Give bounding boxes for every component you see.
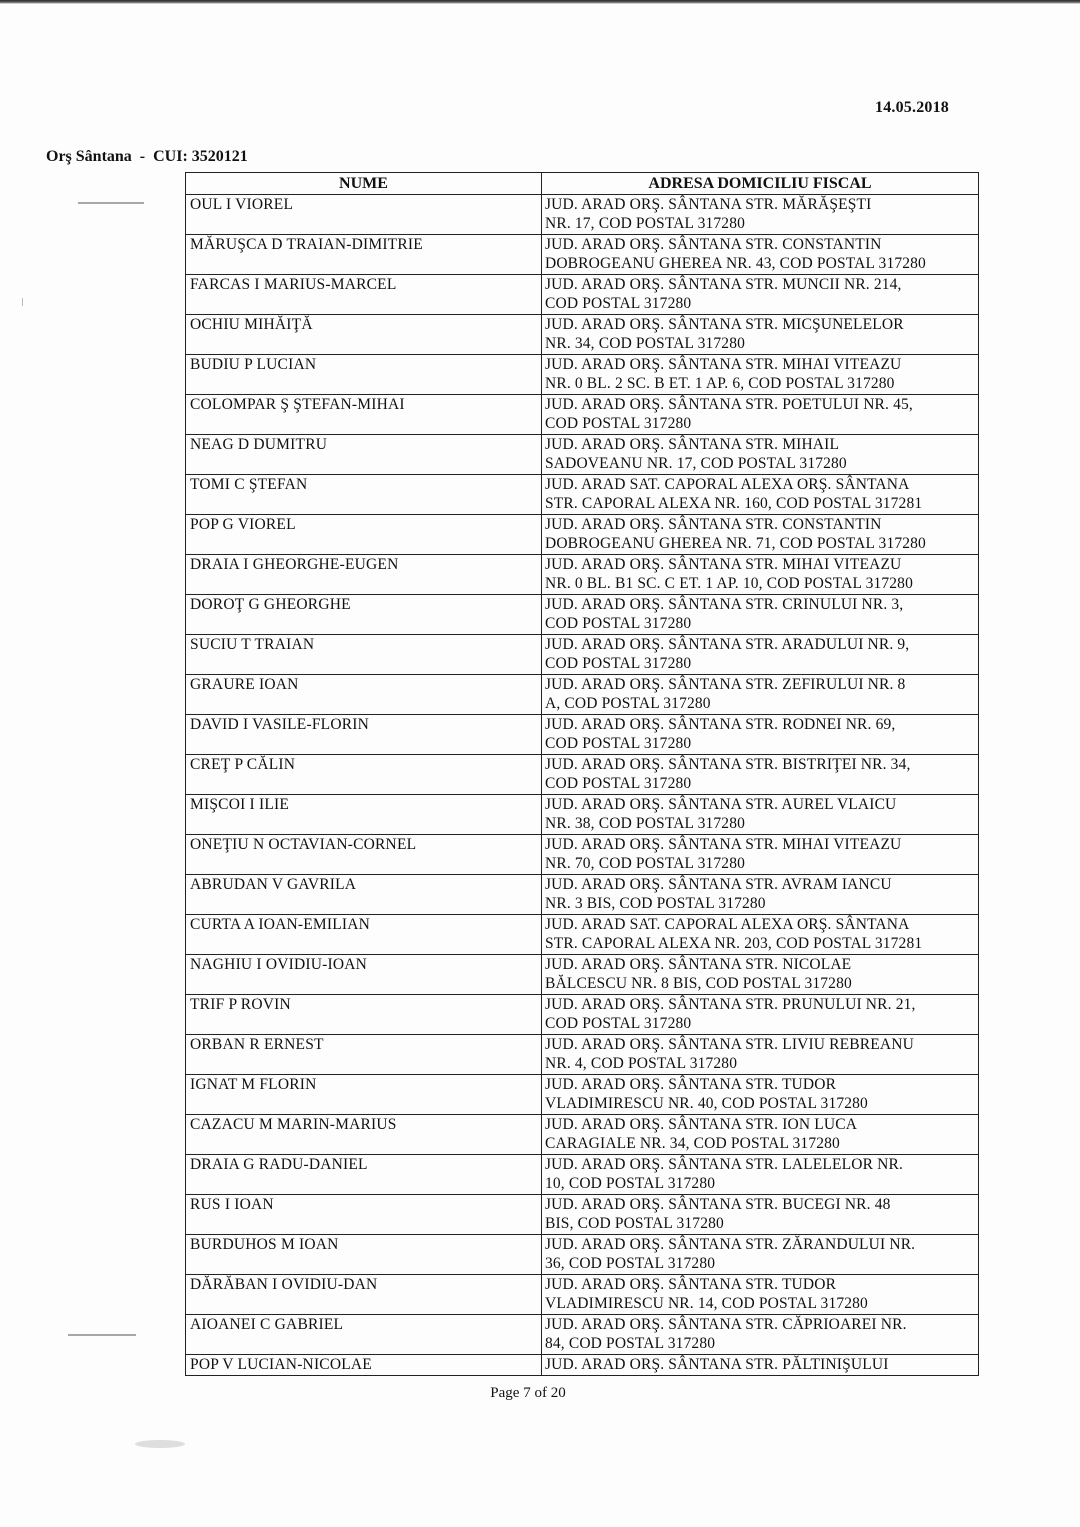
address-line-2: COD POSTAL 317280: [545, 294, 692, 312]
table-row: [186, 595, 979, 635]
table-row: [186, 1115, 979, 1155]
address-line-1: JUD. ARAD ORŞ. SÂNTANA STR. MIHAI VITEAZU: [545, 356, 902, 373]
fiscal-address: [542, 995, 979, 1035]
fiscal-address: [542, 955, 979, 995]
taxpayer-name: BUDIU P LUCIAN: [186, 355, 542, 395]
taxpayer-name: CAZACU M MARIN-MARIUS: [186, 1115, 542, 1155]
taxpayer-name: AIOANEI C GABRIEL: [186, 1315, 542, 1355]
fiscal-address: [542, 1235, 979, 1275]
address-line-2: SADOVEANU NR. 17, COD POSTAL 317280: [545, 454, 847, 472]
table-row: [186, 475, 979, 515]
address-line-1: JUD. ARAD ORŞ. SÂNTANA STR. MICŞUNELELOR: [545, 316, 904, 333]
address-line-1: JUD. ARAD ORŞ. SÂNTANA STR. LIVIU REBREANU: [545, 1036, 914, 1053]
table-row: [186, 675, 979, 715]
table-header-row: [186, 173, 979, 195]
address-line-1: JUD. ARAD ORŞ. SÂNTANA STR. POETULUI NR. 45,: [545, 396, 913, 413]
address-line-2: COD POSTAL 317280: [545, 654, 692, 672]
address-line-2: NR. 34, COD POSTAL 317280: [545, 334, 746, 352]
fiscal-address: [542, 1155, 979, 1195]
taxpayer-name: MIŞCOI I ILIE: [186, 795, 542, 835]
fiscal-address: [542, 315, 979, 355]
address-line-2: VLADIMIRESCU NR. 40, COD POSTAL 317280: [545, 1094, 868, 1112]
address-line-2: 36, COD POSTAL 317280: [545, 1254, 716, 1272]
fiscal-address: [542, 1195, 979, 1235]
address-line-1: JUD. ARAD ORŞ. SÂNTANA STR. CONSTANTIN: [545, 236, 882, 253]
table-row: [186, 1195, 979, 1235]
address-line-1: JUD. ARAD ORŞ. SÂNTANA STR. TUDOR: [545, 1276, 837, 1293]
scan-mark: [68, 1334, 136, 1336]
taxpayer-name: COLOMPAR Ş ŞTEFAN-MIHAI: [186, 395, 542, 435]
address-line-2: NR. 17, COD POSTAL 317280: [545, 214, 746, 232]
address-line-2: COD POSTAL 317280: [545, 1014, 692, 1032]
taxpayer-name: NAGHIU I OVIDIU-IOAN: [186, 955, 542, 995]
table-row: [186, 1035, 979, 1075]
fiscal-address: [542, 555, 979, 595]
table-row: [186, 1155, 979, 1195]
table-row: [186, 555, 979, 595]
page-heading: Orş Sântana - CUI: 3520121: [46, 148, 248, 165]
table-row: [186, 1355, 979, 1376]
fiscal-address: [542, 875, 979, 915]
taxpayer-name: FARCAS I MARIUS-MARCEL: [186, 275, 542, 315]
address-line-2: COD POSTAL 317280: [545, 774, 692, 792]
table-row: [186, 835, 979, 875]
fiscal-address: [542, 275, 979, 315]
fiscal-address: [542, 235, 979, 275]
document-date: 14.05.2018: [875, 99, 949, 116]
fiscal-address: [542, 1315, 979, 1355]
taxpayer-name: CREŢ P CĂLIN: [186, 755, 542, 795]
table-row: [186, 635, 979, 675]
address-line-1: JUD. ARAD ORŞ. SÂNTANA STR. ZĂRANDULUI NR.: [545, 1236, 916, 1253]
scan-edge: [0, 0, 1080, 4]
taxpayer-name: BURDUHOS M IOAN: [186, 1235, 542, 1275]
address-line-1: JUD. ARAD ORŞ. SÂNTANA STR. MĂRĂŞEŞTI: [545, 196, 872, 213]
taxpayer-name: ORBAN R ERNEST: [186, 1035, 542, 1075]
table-row: [186, 195, 979, 235]
scan-mark: [22, 298, 23, 306]
table-row: [186, 875, 979, 915]
fiscal-address: [542, 1075, 979, 1115]
address-line-2: 10, COD POSTAL 317280: [545, 1174, 716, 1192]
taxpayer-name: POP G VIOREL: [186, 515, 542, 555]
taxpayer-name: OCHIU MIHĂIŢĂ: [186, 315, 542, 355]
address-line-1: JUD. ARAD ORŞ. SÂNTANA STR. MIHAIL: [545, 436, 840, 453]
fiscal-address: [542, 595, 979, 635]
taxpayer-name: MĂRUŞCA D TRAIAN-DIMITRIE: [186, 235, 542, 275]
address-line-1: JUD. ARAD ORŞ. SÂNTANA STR. BISTRIŢEI NR. 34,: [545, 756, 911, 773]
taxpayer-name: ABRUDAN V GAVRILA: [186, 875, 542, 915]
taxpayer-name: DRAIA I GHEORGHE-EUGEN: [186, 555, 542, 595]
fiscal-address: [542, 515, 979, 555]
taxpayer-name: OUL I VIOREL: [186, 195, 542, 235]
address-line-2: BĂLCESCU NR. 8 BIS, COD POSTAL 317280: [545, 974, 852, 992]
taxpayer-name: TOMI C ŞTEFAN: [186, 475, 542, 515]
taxpayer-name: CURTA A IOAN-EMILIAN: [186, 915, 542, 955]
scan-smudge: [135, 1440, 185, 1448]
address-line-2: NR. 38, COD POSTAL 317280: [545, 814, 746, 832]
fiscal-address: [542, 835, 979, 875]
taxpayer-name: SUCIU T TRAIAN: [186, 635, 542, 675]
address-line-2: NR. 0 BL. B1 SC. C ET. 1 AP. 10, COD POSTAL 317280: [545, 574, 913, 592]
fiscal-address: [542, 635, 979, 675]
address-line-1: JUD. ARAD SAT. CAPORAL ALEXA ORŞ. SÂNTANA: [545, 476, 910, 493]
address-line-1: JUD. ARAD ORŞ. SÂNTANA STR. MIHAI VITEAZU: [545, 836, 902, 853]
address-line-1: JUD. ARAD ORŞ. SÂNTANA STR. CONSTANTIN: [545, 516, 882, 533]
table-row: [186, 1275, 979, 1315]
taxpayer-name: RUS I IOAN: [186, 1195, 542, 1235]
fiscal-address: [542, 1035, 979, 1075]
address-line-1: JUD. ARAD SAT. CAPORAL ALEXA ORŞ. SÂNTANA: [545, 916, 910, 933]
address-line-1: JUD. ARAD ORŞ. SÂNTANA STR. AUREL VLAICU: [545, 796, 897, 813]
table-row: [186, 355, 979, 395]
fiscal-address: [542, 1355, 979, 1376]
address-line-1: JUD. ARAD ORŞ. SÂNTANA STR. ARADULUI NR. 9,: [545, 636, 910, 653]
address-line-2: DOBROGEANU GHEREA NR. 43, COD POSTAL 317280: [545, 254, 926, 272]
taxpayer-table: [185, 172, 979, 1376]
page-number: Page 7 of 20: [490, 1385, 566, 1401]
taxpayer-name: IGNAT M FLORIN: [186, 1075, 542, 1115]
table-row: [186, 955, 979, 995]
taxpayer-name: DOROŢ G GHEORGHE: [186, 595, 542, 635]
table-row: [186, 435, 979, 475]
address-line-2: VLADIMIRESCU NR. 14, COD POSTAL 317280: [545, 1294, 868, 1312]
address-line-1: JUD. ARAD ORŞ. SÂNTANA STR. PĂLTINIŞULUI: [545, 1356, 889, 1373]
address-line-1: JUD. ARAD ORŞ. SÂNTANA STR. BUCEGI NR. 48: [545, 1196, 891, 1213]
taxpayer-name: ONEŢIU N OCTAVIAN-CORNEL: [186, 835, 542, 875]
address-line-2: NR. 0 BL. 2 SC. B ET. 1 AP. 6, COD POSTAL 317280: [545, 374, 895, 392]
table-row: [186, 315, 979, 355]
address-line-1: JUD. ARAD ORŞ. SÂNTANA STR. CRINULUI NR. 3,: [545, 596, 904, 613]
table-row: [186, 395, 979, 435]
fiscal-address: [542, 675, 979, 715]
address-line-2: NR. 70, COD POSTAL 317280: [545, 854, 746, 872]
fiscal-address: [542, 475, 979, 515]
table-row: [186, 915, 979, 955]
taxpayer-name: POP V LUCIAN-NICOLAE: [186, 1355, 542, 1376]
address-line-2: DOBROGEANU GHEREA NR. 71, COD POSTAL 317280: [545, 534, 926, 552]
address-line-2: A, COD POSTAL 317280: [545, 694, 711, 712]
address-line-2: BIS, COD POSTAL 317280: [545, 1214, 724, 1232]
address-line-2: COD POSTAL 317280: [545, 734, 692, 752]
address-line-2: NR. 3 BIS, COD POSTAL 317280: [545, 894, 766, 912]
address-line-1: JUD. ARAD ORŞ. SÂNTANA STR. RODNEI NR. 69,: [545, 716, 896, 733]
table-body: [186, 195, 979, 1376]
address-line-2: CARAGIALE NR. 34, COD POSTAL 317280: [545, 1134, 840, 1152]
table-row: [186, 235, 979, 275]
fiscal-address: [542, 395, 979, 435]
address-line-2: STR. CAPORAL ALEXA NR. 160, COD POSTAL 317281: [545, 494, 923, 512]
taxpayer-name: GRAURE IOAN: [186, 675, 542, 715]
table-row: [186, 275, 979, 315]
address-line-1: JUD. ARAD ORŞ. SÂNTANA STR. CĂPRIOAREI NR.: [545, 1316, 907, 1333]
address-line-2: NR. 4, COD POSTAL 317280: [545, 1054, 738, 1072]
table-row: [186, 1315, 979, 1355]
fiscal-address: [542, 755, 979, 795]
address-line-1: JUD. ARAD ORŞ. SÂNTANA STR. ZEFIRULUI NR. 8: [545, 676, 906, 693]
fiscal-address: [542, 355, 979, 395]
taxpayer-name: DAVID I VASILE-FLORIN: [186, 715, 542, 755]
address-line-1: JUD. ARAD ORŞ. SÂNTANA STR. MUNCII NR. 214,: [545, 276, 902, 293]
address-line-2: COD POSTAL 317280: [545, 614, 692, 632]
fiscal-address: [542, 1115, 979, 1155]
fiscal-address: [542, 195, 979, 235]
taxpayer-name: DRAIA G RADU-DANIEL: [186, 1155, 542, 1195]
table-row: [186, 1235, 979, 1275]
address-line-1: JUD. ARAD ORŞ. SÂNTANA STR. NICOLAE: [545, 956, 852, 973]
table-row: [186, 995, 979, 1035]
column-header-address: ADRESA DOMICILIU FISCAL: [542, 173, 979, 195]
address-line-1: JUD. ARAD ORŞ. SÂNTANA STR. LALELELOR NR.: [545, 1156, 903, 1173]
address-line-2: 84, COD POSTAL 317280: [545, 1334, 716, 1352]
fiscal-address: [542, 1275, 979, 1315]
address-line-1: JUD. ARAD ORŞ. SÂNTANA STR. ION LUCA: [545, 1116, 858, 1133]
fiscal-address: [542, 915, 979, 955]
address-line-1: JUD. ARAD ORŞ. SÂNTANA STR. AVRAM IANCU: [545, 876, 892, 893]
address-line-2: STR. CAPORAL ALEXA NR. 203, COD POSTAL 317281: [545, 934, 923, 952]
fiscal-address: [542, 715, 979, 755]
table-row: [186, 755, 979, 795]
table-row: [186, 715, 979, 755]
taxpayer-name: DĂRĂBAN I OVIDIU-DAN: [186, 1275, 542, 1315]
address-line-2: COD POSTAL 317280: [545, 414, 692, 432]
address-line-1: JUD. ARAD ORŞ. SÂNTANA STR. MIHAI VITEAZU: [545, 556, 902, 573]
table-row: [186, 795, 979, 835]
scan-mark: [78, 202, 144, 204]
table-row: [186, 1075, 979, 1115]
column-header-name: NUME: [186, 173, 542, 195]
address-line-1: JUD. ARAD ORŞ. SÂNTANA STR. TUDOR: [545, 1076, 837, 1093]
fiscal-address: [542, 435, 979, 475]
taxpayer-name: TRIF P ROVIN: [186, 995, 542, 1035]
table-row: [186, 515, 979, 555]
taxpayer-name: NEAG D DUMITRU: [186, 435, 542, 475]
fiscal-address: [542, 795, 979, 835]
address-line-1: JUD. ARAD ORŞ. SÂNTANA STR. PRUNULUI NR. 21,: [545, 996, 916, 1013]
